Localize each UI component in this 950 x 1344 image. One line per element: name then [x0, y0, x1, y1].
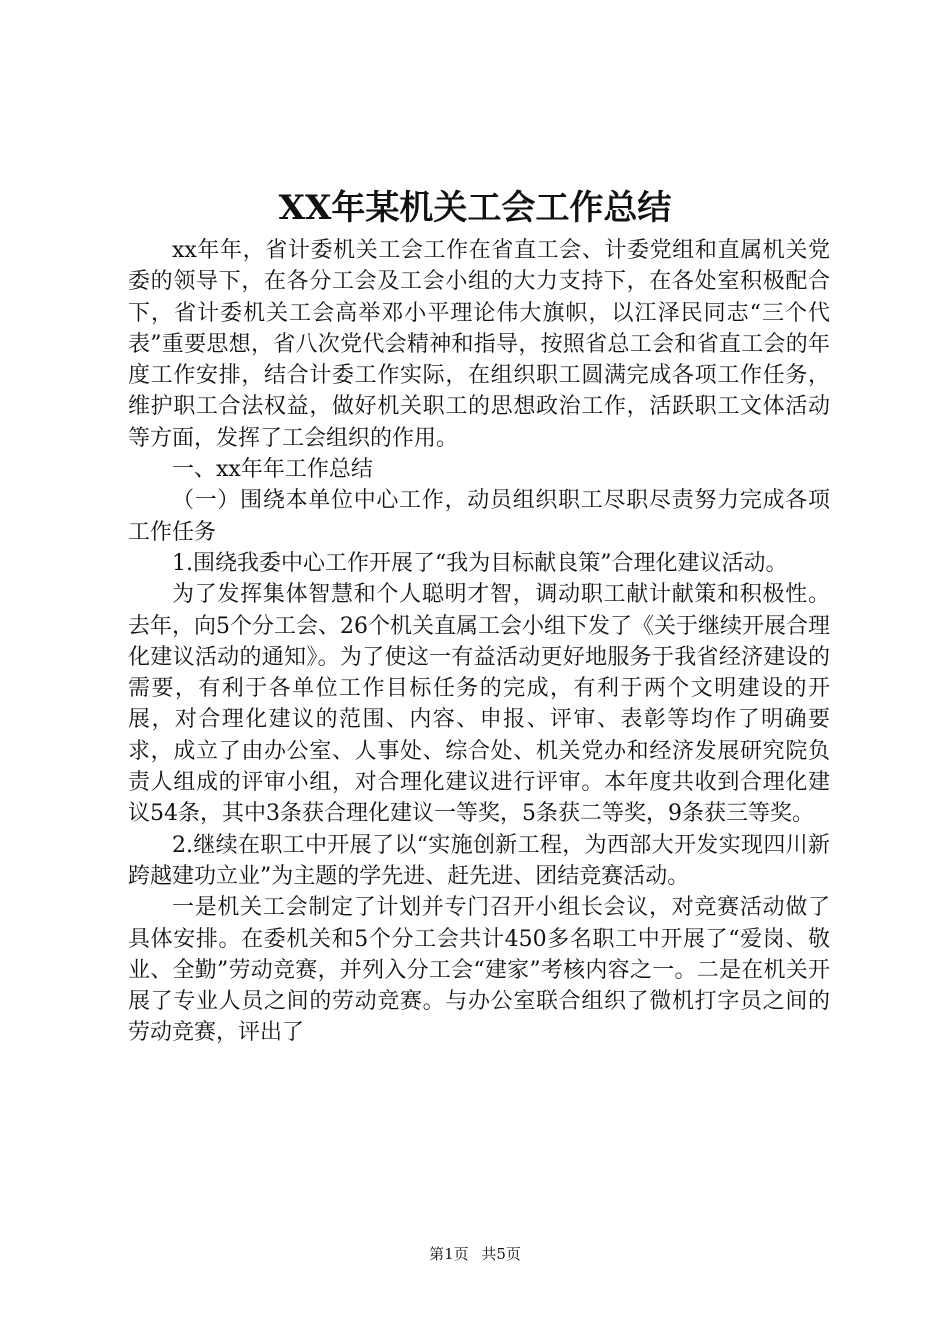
- item-heading-2: 2.继续在职工中开展了以“实施创新工程，为西部大开发实现四川新跨越建功立业”为主题的学先进、赶先进、团结竞赛活动。: [128, 832, 830, 889]
- page-total: 共5页: [481, 1245, 521, 1263]
- page-footer: [0, 1244, 950, 1264]
- paragraph-item-1: 为了发挥集体智慧和个人聪明才智，调动职工献计献策和积极性。去年，向5个分工会、26个机关直属工会小组下发了《关于继续开展合理化建议活动的通知》。为了使这一有益活动更好地服务于我省经济建设的需要，有利于各单位工作目标任务的完成，有利于两个文明建设的开展，对合理化建议的范围、内容、申报、评审、表彰等均作了明确要求，成立了由办公室、人事处、综合处、机关党办和经济发展研究院负责人组成的评审小组，对合理化建议进行评审。本年度共收到合理化建议54条，其中3条获合理化建议一等奖，5条获二等奖，9条获三等奖。: [128, 582, 830, 827]
- page-number: 第1页: [429, 1245, 469, 1263]
- subsection-heading-1: （一）围绕本单位中心工作，动员组织职工尽职尽责努力完成各项工作任务: [128, 488, 830, 545]
- paragraph-intro: xx年年，省计委机关工会工作在省直工会、计委党组和直属机关党委的领导下，在各分工会及工会小组的大力支持下，在各处室积极配合下，省计委机关工会高举邓小平理论伟大旗帜，以江泽民同志“三个代表”重要思想，省八次党代会精神和指导，按照省总工会和省直工会的年度工作安排，结合计委工作实际，在组织职工圆满完成各项工作任务，维护职工合法权益，做好机关职工的思想政治工作，活跃职工文体活动等方面，发挥了工会组织的作用。: [128, 238, 830, 451]
- section-heading-1: 一、xx年年工作总结: [172, 457, 373, 483]
- paragraph-item-2: 一是机关工会制定了计划并专门召开小组长会议，对竞赛活动做了具体安排。在委机关和5个分工会共计450多名职工中开展了“爱岗、敬业、全勤”劳动竞赛，并列入分工会“建家”考核内容之一。二是在机关开展了专业人员之间的劳动竞赛。与办公室联合组织了微机打字员之间的劳动竞赛，评出了: [128, 895, 830, 1046]
- document-title: XX年某机关工会工作总结: [278, 188, 672, 228]
- document-body: [128, 235, 830, 1049]
- item-heading-1: 1.围绕我委中心工作开展了“我为目标献良策”合理化建议活动。: [172, 550, 788, 576]
